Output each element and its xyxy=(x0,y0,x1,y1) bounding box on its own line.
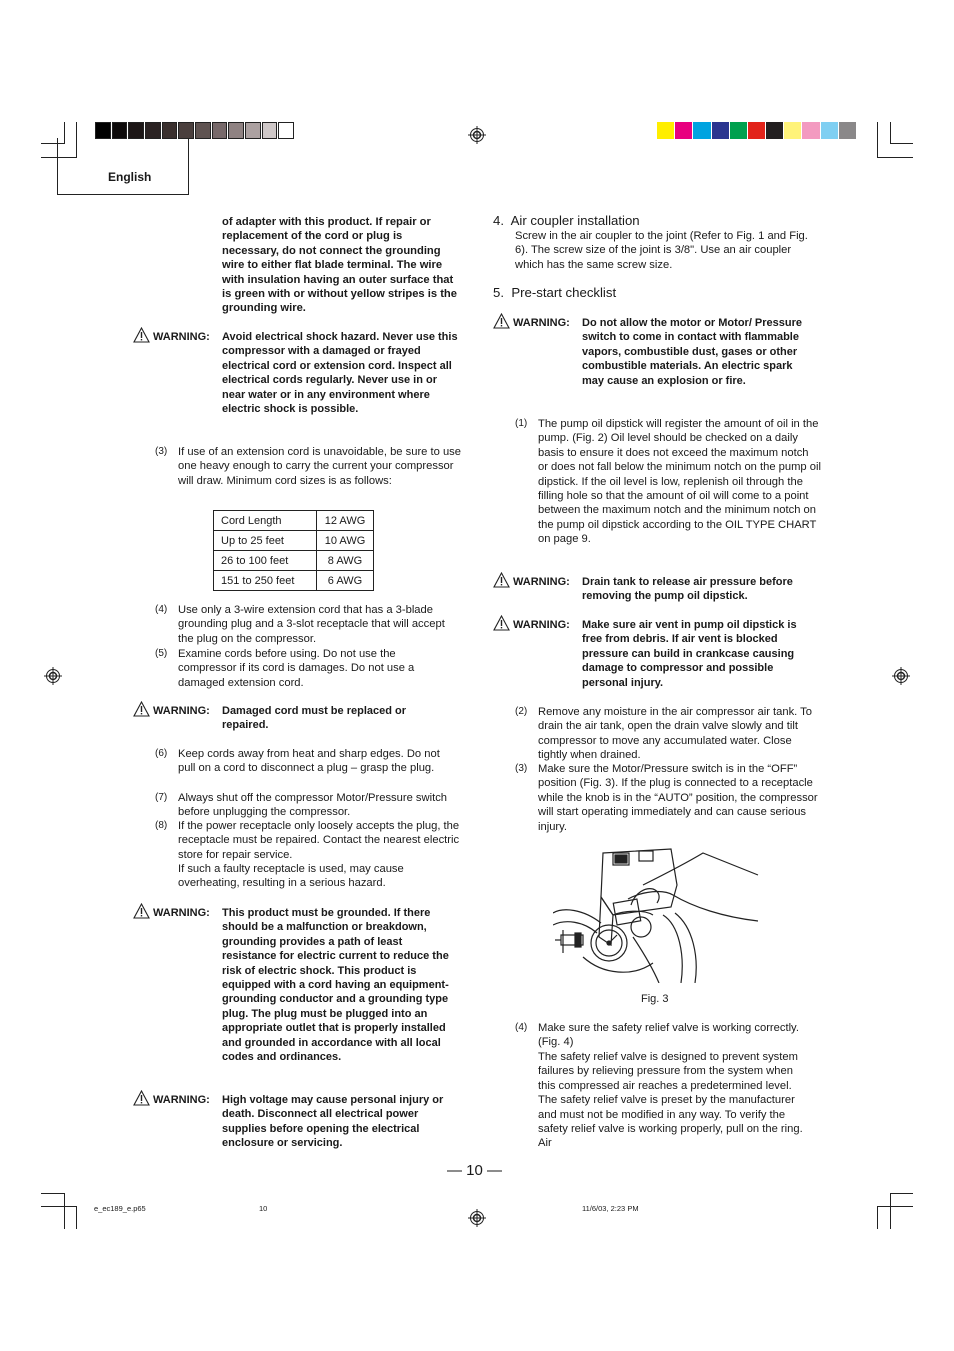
file-name: e_ec189_e.p65 xyxy=(94,1204,146,1213)
color-swatch xyxy=(95,122,111,139)
crop-mark xyxy=(41,1206,77,1207)
warning-label: WARNING: xyxy=(153,1094,210,1106)
list-number: (4) xyxy=(155,604,168,615)
registration-mark-icon xyxy=(468,1209,486,1227)
list-text: If the power receptacle only loosely accepts the plug, the receptacle must be repaired. Contact the nearest electric store for repair service. xyxy=(178,820,460,861)
color-swatch xyxy=(228,122,244,139)
table-cell: Cord Length xyxy=(214,511,317,531)
crop-mark xyxy=(64,1193,65,1229)
list-text-continued: The safety relief valve is designed to prevent system failures by relieving pressure from the system when this compressed air reaches a predetermined level. The safety relief valve is preset by the manufacturer and must not be modified in any way. To verify the safety relief valve is working properly, pull on the ring. Air xyxy=(538,1051,803,1150)
table-row xyxy=(214,531,374,551)
warning-label: WARNING: xyxy=(513,317,570,329)
table-cell: 12 AWG xyxy=(317,511,374,531)
list-number: (1) xyxy=(515,418,528,429)
color-swatch xyxy=(821,122,838,139)
table-cell: 26 to 100 feet xyxy=(214,551,317,571)
list-number: (6) xyxy=(155,748,168,759)
crop-mark xyxy=(890,143,913,144)
warning-text: Do not allow the motor or Motor/ Pressure switch to come in contact with flammable vapors, combustible dust, gases or other combustible materials. An electric spark may cause an explosion or fire. xyxy=(582,317,803,387)
table-cell: 151 to 250 feet xyxy=(214,571,317,591)
color-swatch xyxy=(245,122,261,139)
crop-mark xyxy=(877,1206,913,1207)
language-tab xyxy=(57,138,189,195)
warning-text: High voltage may cause personal injury or death. Disconnect all electrical power supplies before opening the electrical enclosure or servicing. xyxy=(222,1094,444,1150)
warning-text: Make sure air vent in pump oil dipstick is free from debris. If air vent is blocked pressure can build in crankcase causing damage to compressor and possible personal injury. xyxy=(582,619,797,689)
crop-mark xyxy=(877,122,878,158)
warning-text: This product must be grounded. If there should be a malfunction or breakdown, grounding provides a path of least resistance for electric current to reduce the risk of electric shock. This product is equipped with a cord having an equipment-grounding conductor and a grounding type plug. The plug must be plugged into an appropriate outlet that is properly installed and grounded in accordance with all local codes and ordinances. xyxy=(222,907,449,1064)
color-bar xyxy=(657,122,857,139)
gray-scale-bar xyxy=(95,122,295,139)
color-swatch xyxy=(145,122,161,139)
warning-triangle-icon xyxy=(133,701,150,717)
color-swatch xyxy=(712,122,729,139)
list-number: (2) xyxy=(515,706,528,717)
color-swatch xyxy=(162,122,178,139)
color-swatch xyxy=(128,122,144,139)
table-cell: 6 AWG xyxy=(317,571,374,591)
list-text: Always shut off the compressor Motor/Pressure switch before unplugging the compressor. xyxy=(178,792,448,819)
color-swatch xyxy=(657,122,674,139)
list-text: The pump oil dipstick will register the amount of oil in the pump. (Fig. 2) Oil level should be checked on a daily basis to ensure it does not exceed the maximum notch or does not fall below the minimum notch on the pump oil dipstick. If the oil level is low, replenish oil through the filling hole so that the amount of oil will come to a point between the maximum notch and the minimum notch on the pump oil dipstick according to the OIL TYPE CHART on page 9. xyxy=(538,418,821,546)
color-swatch xyxy=(730,122,747,139)
language-label: English xyxy=(108,170,152,184)
cord-size-table xyxy=(213,510,374,591)
registration-mark-icon xyxy=(892,667,910,685)
figure-compressor-switch xyxy=(553,845,761,983)
color-swatch xyxy=(784,122,801,139)
table-row xyxy=(214,571,374,591)
color-swatch xyxy=(262,122,278,139)
color-swatch xyxy=(178,122,194,139)
color-swatch xyxy=(195,122,211,139)
list-number: (3) xyxy=(155,446,168,457)
warning-label: WARNING: xyxy=(513,619,570,631)
warning-triangle-icon xyxy=(133,903,150,919)
table-cell: Up to 25 feet xyxy=(214,531,317,551)
figure-caption: Fig. 3 xyxy=(641,993,669,1005)
crop-mark xyxy=(890,122,891,144)
list-text-continued: If such a faulty receptacle is used, may cause overheating, resulting in a serious hazard. xyxy=(178,863,404,890)
warning-label: WARNING: xyxy=(153,705,210,717)
color-swatch xyxy=(766,122,783,139)
color-swatch xyxy=(748,122,765,139)
crop-mark xyxy=(877,157,913,158)
table-cell: 8 AWG xyxy=(317,551,374,571)
list-text: Use only a 3-wire extension cord that has a 3-blade grounding plug and a 3-slot receptacle that will accept the plug on the compressor. xyxy=(178,604,445,645)
warning-text: Avoid electrical shock hazard. Never use this compressor with a damaged or frayed electrical cord or extension cord. Inspect all electrical cords regularly. Never use in or near water or in any environment where electric shock is possible. xyxy=(222,331,458,416)
section-heading: 5. Pre-start checklist xyxy=(493,285,617,300)
list-number: (5) xyxy=(155,648,168,659)
crop-mark xyxy=(877,1206,878,1229)
table-row xyxy=(214,551,374,571)
registration-mark-icon xyxy=(44,667,62,685)
list-text: Make sure the Motor/Pressure switch is in the “OFF” position (Fig. 3). If the plug is connected to a receptacle while the knob is in the “AUTO” position, the compressor will start operating immediately and can cause serious injury. xyxy=(538,763,818,833)
list-text: Remove any moisture in the air compressor air tank. To drain the air tank, open the drain valve slowly and tilt compressor to move any accumulated water. Close tightly when drained. xyxy=(538,706,812,762)
warning-triangle-icon xyxy=(493,615,510,631)
color-swatch xyxy=(112,122,128,139)
warning-text: Drain tank to release air pressure before removing the pump oil dipstick. xyxy=(582,576,793,603)
section-heading: 4. Air coupler installation xyxy=(493,213,640,228)
list-text: Make sure the safety relief valve is working correctly. (Fig. 4) xyxy=(538,1022,799,1049)
color-swatch xyxy=(839,122,856,139)
warning-triangle-icon xyxy=(133,327,150,343)
list-text: If use of an extension cord is unavoidable, be sure to use one heavy enough to carry the current your compressor will draw. Minimum cord sizes is as follows: xyxy=(178,446,461,487)
crop-mark xyxy=(76,1206,77,1229)
color-swatch xyxy=(675,122,692,139)
table-row xyxy=(214,511,374,531)
list-number: (8) xyxy=(155,820,168,831)
color-swatch xyxy=(278,122,294,139)
list-text: Keep cords away from heat and sharp edges. Do not pull on a cord to disconnect a plug – grasp the plug. xyxy=(178,748,440,775)
intro-paragraph: of adapter with this product. If repair or replacement of the cord or plug is necessary, do not connect the grounding wire to either flat blade terminal. The wire with insulation having an outer surface that is green with or without yellow stripes is the grounding wire. xyxy=(222,216,457,315)
registration-mark-icon xyxy=(468,126,486,144)
crop-mark xyxy=(41,1193,65,1194)
warning-text: Damaged cord must be replaced or repaired. xyxy=(222,705,406,732)
list-text: Examine cords before using. Do not use the compressor if its cord is damages. Do not use a damaged extension cord. xyxy=(178,648,415,689)
timestamp: 11/6/03, 2:23 PM xyxy=(582,1204,639,1213)
warning-triangle-icon xyxy=(493,572,510,588)
color-swatch xyxy=(212,122,228,139)
warning-triangle-icon xyxy=(493,313,510,329)
page-number: — 10 — xyxy=(447,1162,503,1179)
warning-triangle-icon xyxy=(133,1090,150,1106)
warning-label: WARNING: xyxy=(153,907,210,919)
warning-label: WARNING: xyxy=(153,331,210,343)
crop-mark xyxy=(890,1193,913,1194)
file-page: 10 xyxy=(259,1204,268,1213)
list-number: (4) xyxy=(515,1022,528,1033)
list-number: (3) xyxy=(515,763,528,774)
color-swatch xyxy=(693,122,710,139)
warning-label: WARNING: xyxy=(513,576,570,588)
crop-mark xyxy=(890,1193,891,1229)
table-cell: 10 AWG xyxy=(317,531,374,551)
section-paragraph: Screw in the air coupler to the joint (Refer to Fig. 1 and Fig. 6). The screw size of the joint is 3/8". Use an air coupler which has the same screw size. xyxy=(515,230,808,271)
color-swatch xyxy=(802,122,819,139)
list-number: (7) xyxy=(155,792,168,803)
